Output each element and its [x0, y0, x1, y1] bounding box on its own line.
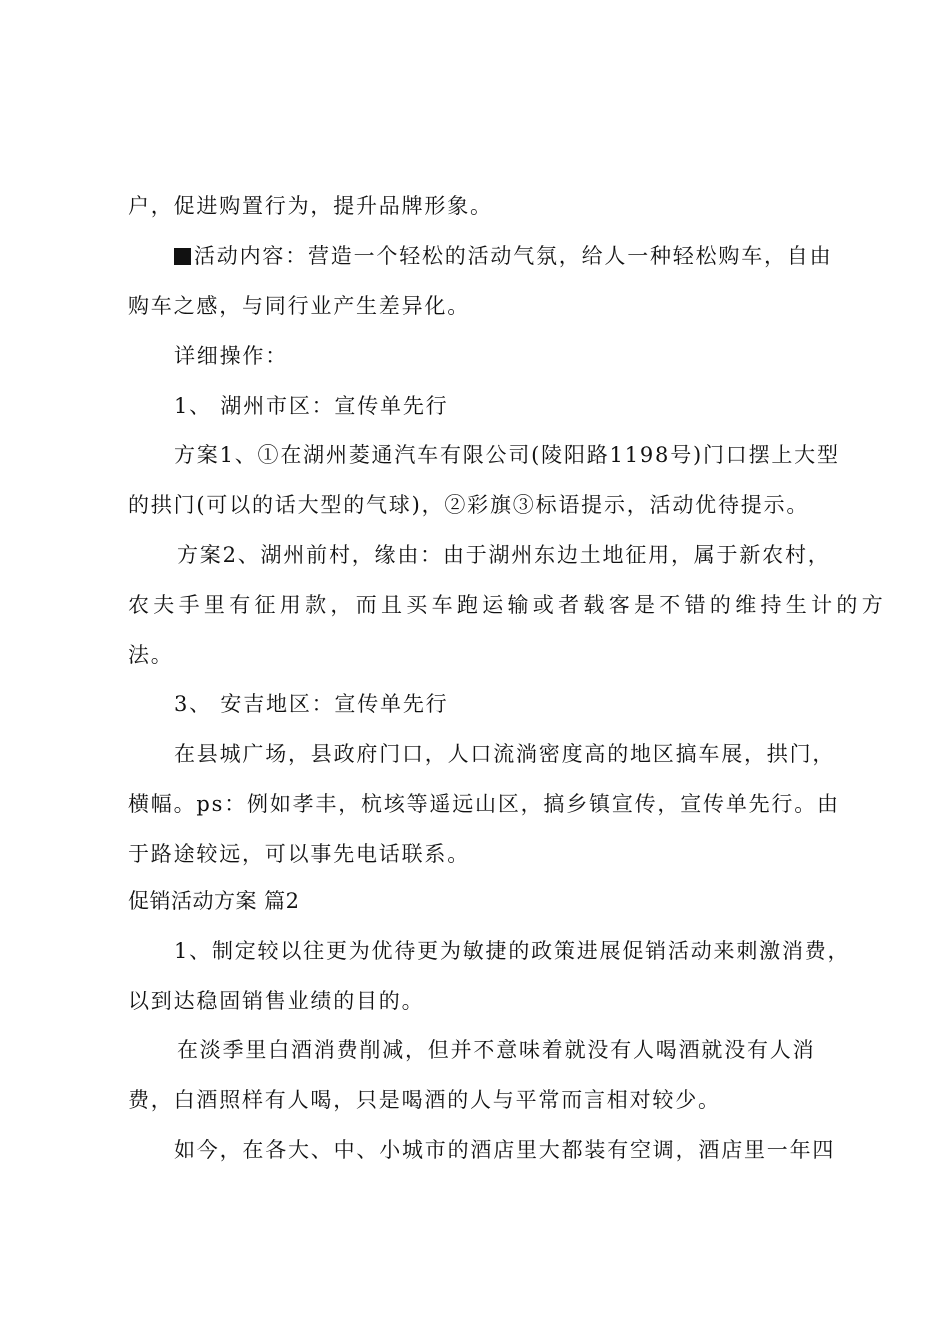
paragraph-line: 的拱门(可以的话大型的气球)，②彩旗③标语提示，活动优待提示。	[128, 493, 810, 517]
paragraph-line: 方案2、湖州前村，缘由：由于湖州东边土地征用，属于新农村，	[177, 543, 831, 567]
list-item-heading: 3、 安吉地区：宣传单先行	[174, 692, 449, 716]
paragraph-line: 横幅。ps：例如孝丰，杭垓等遥远山区，搞乡镇宣传，宣传单先行。由	[128, 792, 840, 816]
paragraph-line: 费，白酒照样有人喝，只是喝酒的人与平常而言相对较少。	[128, 1088, 721, 1112]
paragraph-line: 户，促进购置行为，提升品牌形象。	[128, 194, 493, 218]
paragraph-line: 购车之感，与同行业产生差异化。	[128, 294, 470, 318]
square-bullet-icon	[174, 248, 191, 265]
paragraph-line: 于路途较远，可以事先电话联系。	[128, 842, 470, 866]
paragraph-line: 1、制定较以往更为优待更为敏捷的政策进展促销活动来刺激消费，	[174, 939, 851, 963]
paragraph-line: 方案1、①在湖州菱通汽车有限公司(陵阳路1198号)门口摆上大型	[174, 443, 840, 467]
paragraph-line: 法。	[128, 643, 174, 667]
paragraph-line: 农夫手里有征用款，而且买车跑运输或者载客是不错的维持生计的方	[128, 593, 887, 617]
paragraph-line: 以到达稳固销售业绩的目的。	[128, 989, 425, 1013]
section-heading: 促销活动方案 篇2	[128, 889, 300, 913]
list-item-heading: 1、 湖州市区：宣传单先行	[174, 394, 449, 418]
paragraph-line: 详细操作：	[174, 344, 288, 368]
paragraph-line: 如今，在各大、中、小城市的酒店里大都装有空调，酒店里一年四	[174, 1138, 836, 1162]
paragraph-line: 在淡季里白酒消费削减，但并不意味着就没有人喝酒就没有人消	[177, 1038, 816, 1062]
paragraph-line	[174, 241, 832, 271]
paragraph-text: 活动内容：营造一个轻松的活动气氛，给人一种轻松购车，自由	[194, 244, 833, 268]
paragraph-line: 在县城广场，县政府门口，人口流淌密度高的地区搞车展，拱门，	[174, 742, 836, 766]
